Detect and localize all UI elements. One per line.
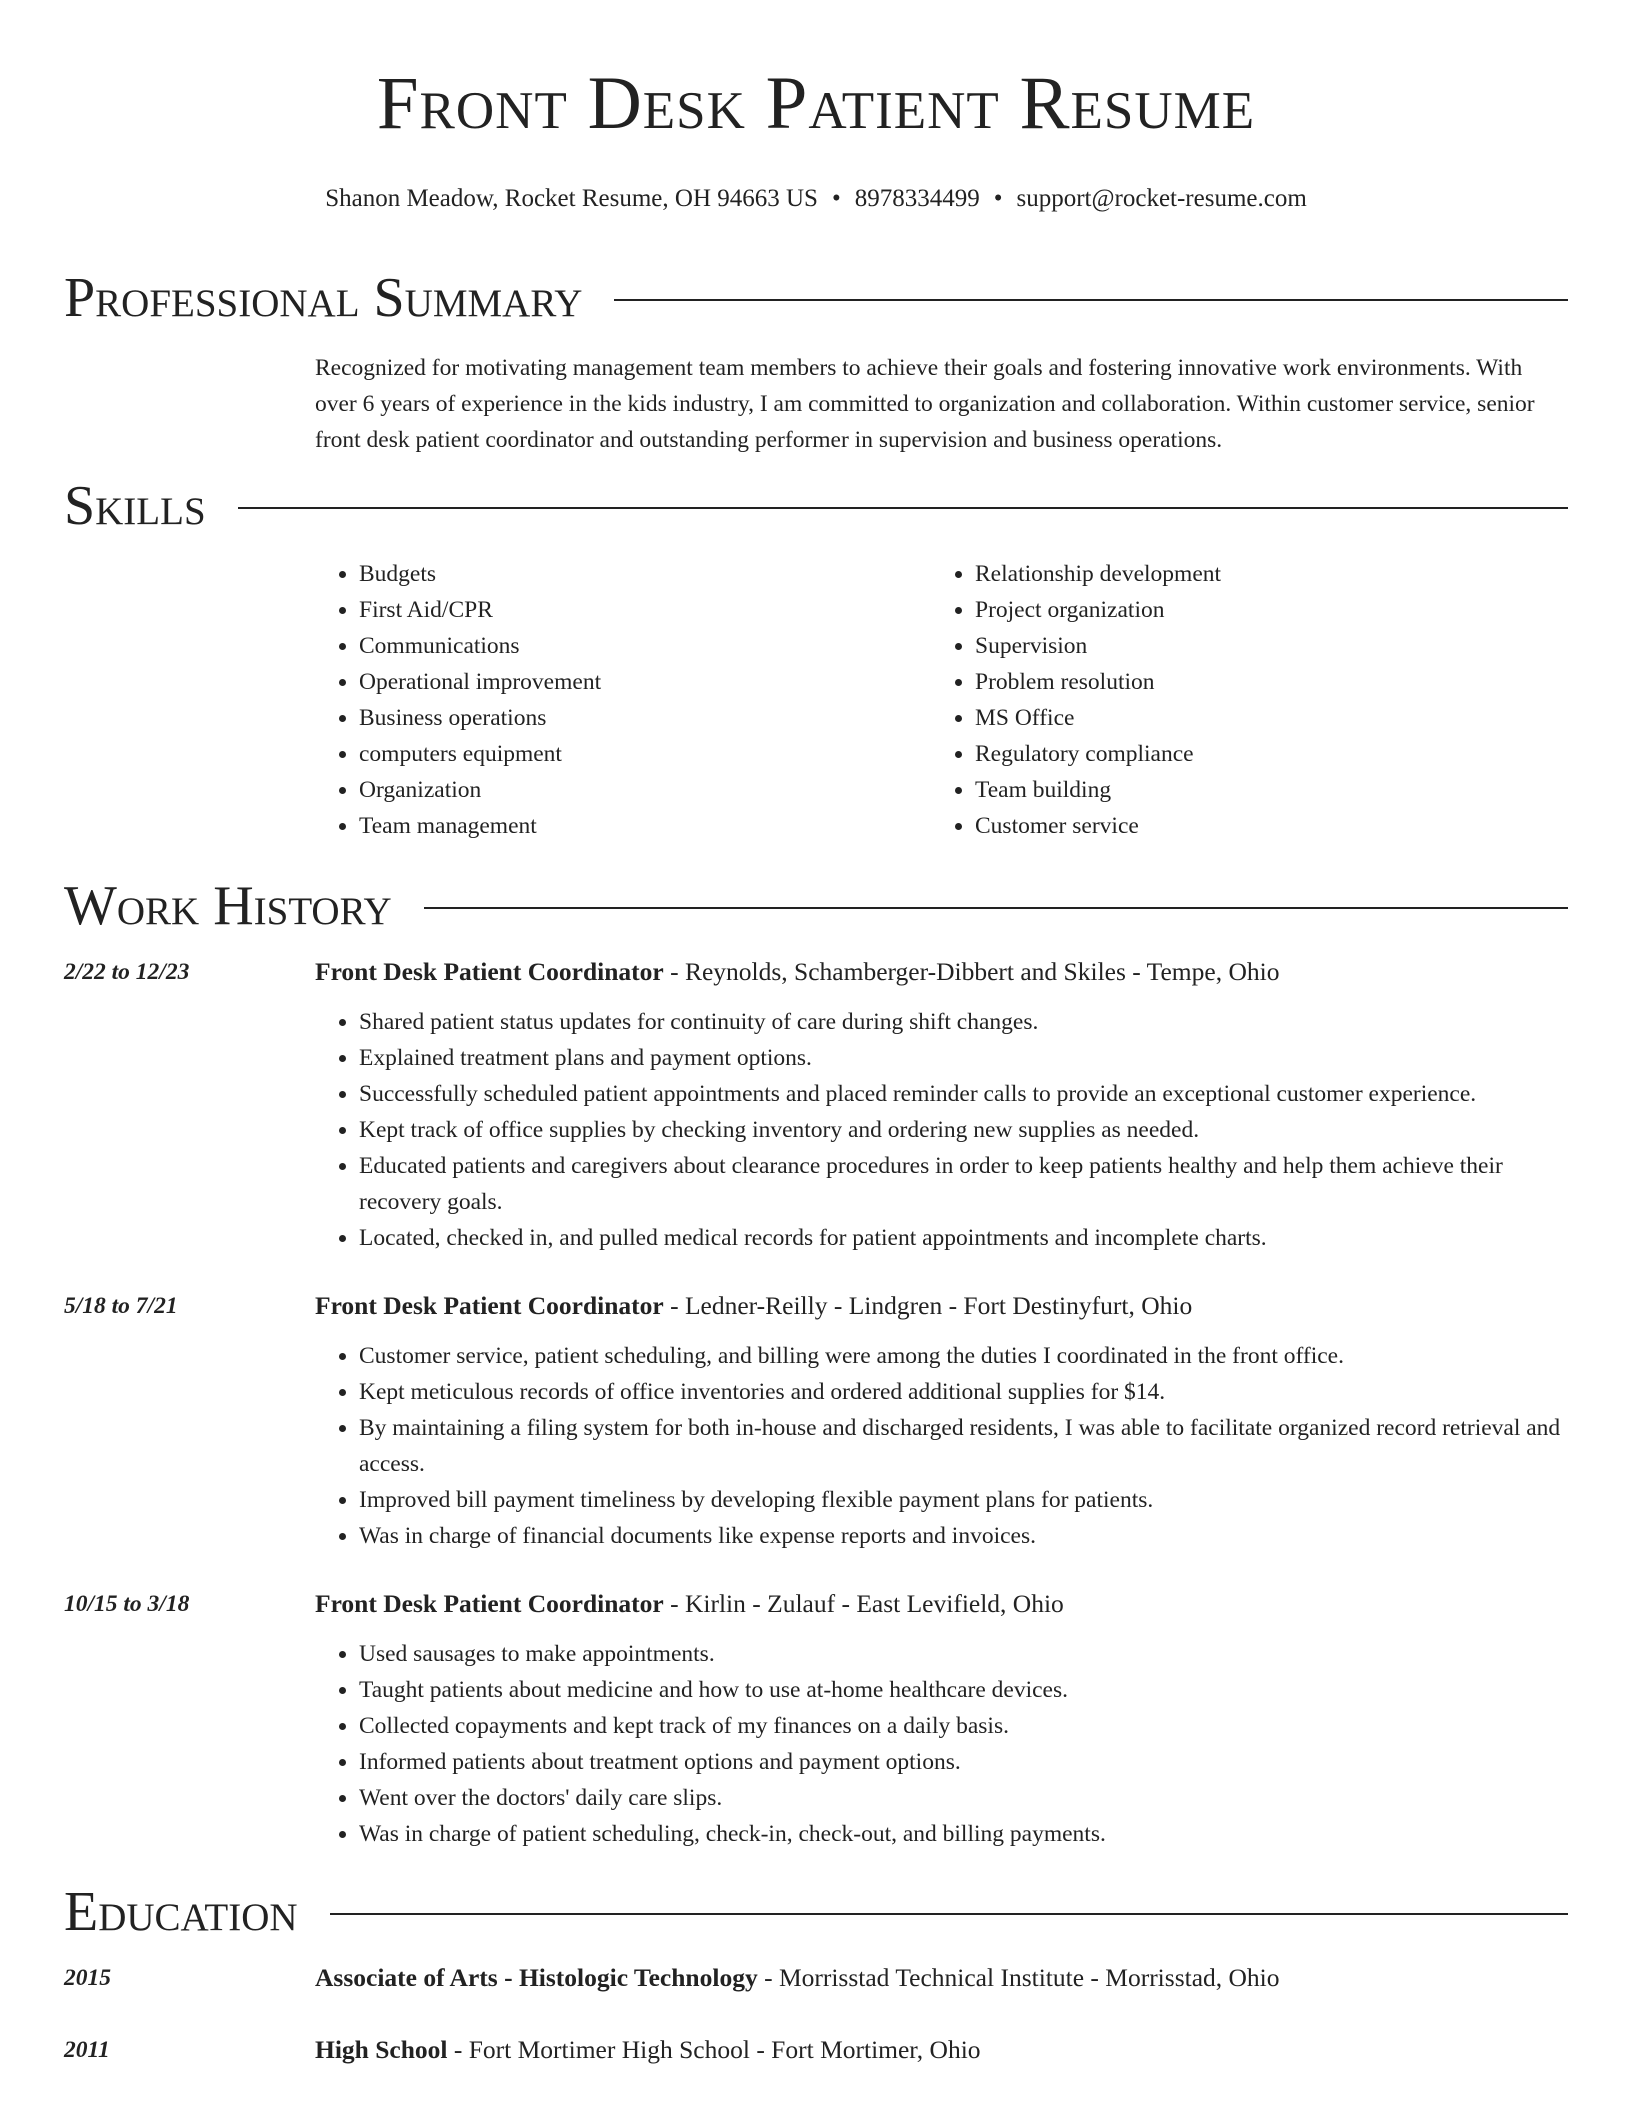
skill-item: • Organization	[359, 772, 931, 808]
job-entry	[64, 1288, 1568, 1554]
contact-separator: •	[831, 185, 841, 212]
job-date: 5/18 to 7/21	[64, 1293, 178, 1319]
job-bullets	[315, 1636, 1568, 1852]
job-content	[315, 1586, 1568, 1852]
skill-item: • MS Office	[975, 700, 1547, 736]
skill-item: • Supervision	[975, 628, 1547, 664]
skills-section-header	[64, 474, 1568, 538]
education-school: - Morrisstad Technical Institute - Morrisstad, Ohio	[757, 1963, 1280, 1992]
job-bullet: • Was in charge of patient scheduling, check-in, check-out, and billing payments.	[359, 1816, 1568, 1852]
skill-item: • Team building	[975, 772, 1547, 808]
summary-section-header	[64, 266, 1568, 330]
section-divider	[614, 299, 1568, 301]
job-bullet: • Was in charge of financial documents like expense reports and invoices.	[359, 1518, 1568, 1554]
skill-item: • Regulatory compliance	[975, 736, 1547, 772]
skill-item: • Communications	[359, 628, 931, 664]
job-entry	[64, 954, 1568, 1256]
skill-item: • Operational improvement	[359, 664, 931, 700]
education-entry	[64, 2032, 1568, 2068]
job-bullet: • Went over the doctors' daily care slips.	[359, 1780, 1568, 1816]
job-bullet: • Kept track of office supplies by checking inventory and ordering new supplies as needed.	[359, 1112, 1568, 1148]
job-bullet: • Customer service, patient scheduling, and billing were among the duties I coordinated in the front office.	[359, 1338, 1568, 1374]
resume-title: Front Desk Patient Resume	[376, 62, 1256, 145]
education-content	[315, 2032, 981, 2068]
education-section-header	[64, 1880, 1568, 1944]
education-date: 2011	[64, 2037, 110, 2063]
skill-item: • Problem resolution	[975, 664, 1547, 700]
job-employer: - Reynolds, Schamberger-Dibbert and Skiles - Tempe, Ohio	[663, 957, 1280, 986]
job-title: Front Desk Patient Coordinator	[315, 1589, 664, 1618]
skill-item: • computers equipment	[359, 736, 931, 772]
skill-item: • Relationship development	[975, 556, 1547, 592]
education-content	[315, 1960, 1280, 1996]
job-bullet: • Explained treatment plans and payment options.	[359, 1040, 1568, 1076]
job-bullet: • Improved bill payment timeliness by developing flexible payment plans for patients.	[359, 1482, 1568, 1518]
job-bullet: • Educated patients and caregivers about clearance procedures in order to keep patients healthy and help them achieve their recovery goals.	[359, 1148, 1568, 1220]
job-date: 2/22 to 12/23	[64, 959, 190, 985]
contact-separator: •	[993, 185, 1003, 212]
job-bullet: • By maintaining a filing system for both in-house and discharged residents, I was able to facilitate organized record retrieval and access.	[359, 1410, 1568, 1482]
skill-item: • Team management	[359, 808, 931, 844]
job-heading	[315, 954, 1568, 990]
skills-heading: Skills	[64, 475, 206, 537]
job-bullet: • Collected copayments and kept track of my finances on a daily basis.	[359, 1708, 1568, 1744]
contact-line	[64, 184, 1568, 214]
education-degree: High School	[315, 2035, 448, 2064]
skills-list	[315, 556, 1568, 844]
skill-item: • Customer service	[975, 808, 1547, 844]
job-title: Front Desk Patient Coordinator	[315, 957, 664, 986]
skills-column-right	[931, 556, 1547, 844]
contact-address: Shanon Meadow, Rocket Resume, OH 94663 US	[325, 185, 818, 212]
job-bullet: • Informed patients about treatment options and payment options.	[359, 1744, 1568, 1780]
summary-text: Recognized for motivating management team members to achieve their goals and fostering innovative work environments. With over 6 years of experience in the kids industry, I am committed to organization and collaboration. Within customer service, senior front desk patient coordinator and outstanding performer in supervision and business operations.	[315, 355, 1535, 453]
education-school: - Fort Mortimer High School - Fort Mortimer, Ohio	[447, 2035, 981, 2064]
contact-phone: 8978334499	[854, 185, 980, 212]
education-degree: Associate of Arts - Histologic Technology	[315, 1963, 758, 1992]
work-heading: Work History	[64, 875, 392, 937]
job-date: 10/15 to 3/18	[64, 1591, 190, 1617]
skill-item: • Budgets	[359, 556, 931, 592]
education-entry	[64, 1960, 1568, 1996]
section-divider	[238, 507, 1568, 509]
work-section-header	[64, 874, 1568, 938]
job-title: Front Desk Patient Coordinator	[315, 1291, 664, 1320]
job-employer: - Ledner-Reilly - Lindgren - Fort Destinyfurt, Ohio	[663, 1291, 1193, 1320]
section-divider	[424, 907, 1568, 909]
education-heading: Education	[64, 1881, 298, 1943]
job-content	[315, 1288, 1568, 1554]
job-bullet: • Kept meticulous records of office inventories and ordered additional supplies for $14.	[359, 1374, 1568, 1410]
section-divider	[330, 1913, 1568, 1915]
contact-email[interactable]: support@rocket-resume.com	[1016, 185, 1307, 212]
job-employer: - Kirlin - Zulauf - East Levifield, Ohio	[663, 1589, 1064, 1618]
job-bullets	[315, 1004, 1568, 1256]
skill-item: • Business operations	[359, 700, 931, 736]
job-content	[315, 954, 1568, 1256]
education-date: 2015	[64, 1965, 111, 1991]
job-entry	[64, 1586, 1568, 1852]
job-bullets	[315, 1338, 1568, 1554]
skills-column-left	[315, 556, 931, 844]
job-bullet: • Shared patient status updates for continuity of care during shift changes.	[359, 1004, 1568, 1040]
job-bullet: • Located, checked in, and pulled medical records for patient appointments and incomplete charts.	[359, 1220, 1568, 1256]
job-heading	[315, 1586, 1568, 1622]
skill-item: • First Aid/CPR	[359, 592, 931, 628]
skill-item: • Project organization	[975, 592, 1547, 628]
job-heading	[315, 1288, 1568, 1324]
job-bullet: • Used sausages to make appointments.	[359, 1636, 1568, 1672]
summary-heading: Professional Summary	[64, 267, 583, 329]
job-bullet: • Successfully scheduled patient appointments and placed reminder calls to provide an exceptional customer experience.	[359, 1076, 1568, 1112]
job-bullet: • Taught patients about medicine and how to use at-home healthcare devices.	[359, 1672, 1568, 1708]
